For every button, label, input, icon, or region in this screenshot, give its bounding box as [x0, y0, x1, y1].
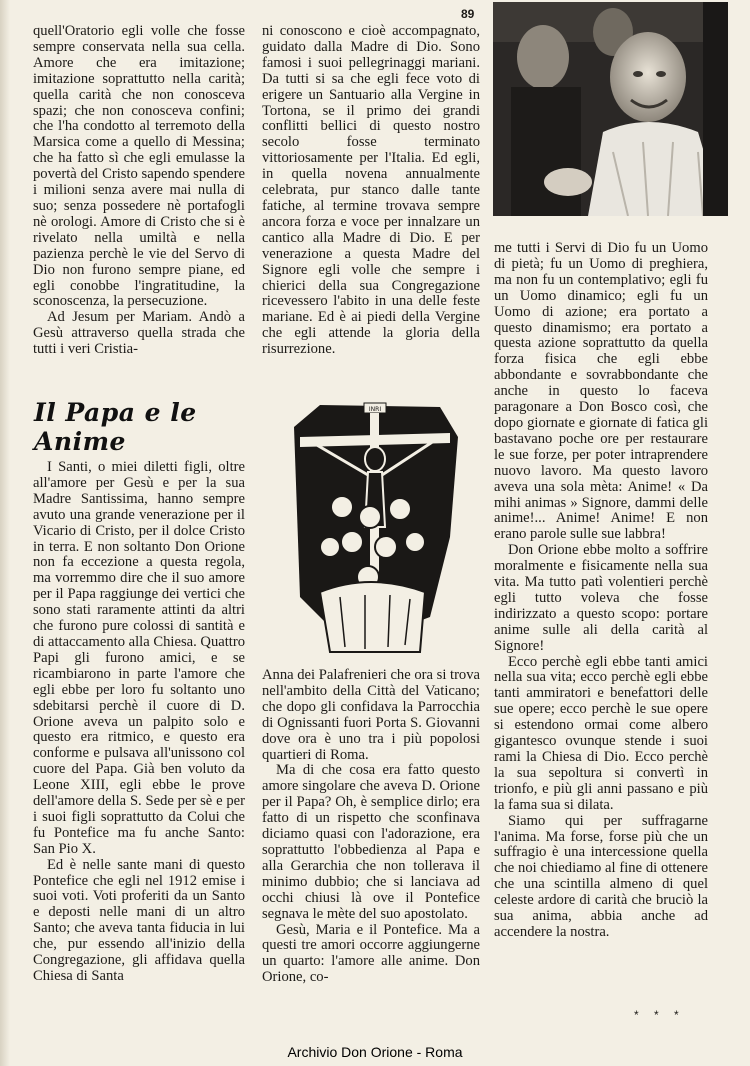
column-3	[494, 241, 708, 941]
column-2-bottom	[262, 668, 480, 986]
paragraph: Anna dei Palafrenieri che ora si trova nell'ambito della Città del Vaticano; che dopo gli confidava la Parrocchia di Ognissanti fuori Porta S. Giovanni dove ora è uno tra i più popolosi quartieri di Roma.	[262, 667, 481, 763]
paragraph: me tutti i Servi di Dio fu un Uomo di pietà; fu un Uomo di preghiera, ma non fu un contemplativo; egli fu un Uomo dinamico; egli fu un Uomo di azione; era portato a questo dinamismo; era portato a questa azione soprattutto da quella forza fisica che egli ebbe abbondante e sovrabbondante che anche in questo lo faceva paragonare a Don Bosco così, che dopo giornate e giornate di fatica gli bastavano poche ore per restaurare le sue forze, per poter intraprendere nuovo lavoro. Ma questo lavoro aveva una sola mèta: Anime! « Da mihi animas » Signore, dammi delle anime!... Anime! Anime! E non erano parole sulle sue labbra!	[494, 240, 708, 543]
paragraph: Ma di che cosa era fatto questo amore singolare che aveva D. Orione per il Papa? Oh, è semplice dirlo; era fatto di un rispetto che sconfinava diciamo quasi con l'adorazione, era soprattutto l'obbedienza al Papa e alla Gerarchia che non tollerava il minimo dubbio; che si lanciava ad occhi chiusi là ove il Pontefice segnava le mète del suo apostolato.	[262, 762, 480, 922]
paragraph: I Santi, o miei diletti figli, oltre all'amore per Gesù e per la sua Madre Santissima, hanno sempre avuto una grande venerazione per il Vicario di Cristo, per il dolce Cristo in terra. E non soltanto Don Orione non fa eccezione a questa regola, ma vorremmo dire che il suo amore per il Papa raggiunge dei vertici che sono stati raramente attinti da altri che furono pure colossi di santità e di attaccamento alla Chiesa. Quattro Papi gli furono amici, e se ricambiarono in parte l'amore che egli ebbe per loro fu soltanto uno sdebitarsi perchè il cuore di D. Orione aveva un palpito solo e questo era ritmico, e questo era conforme e pulsava all'unissono col cuore del Papa. Già ben voluto da Leone XIII, egli ebbe le prove dell'amore della S. Sede per sè e per i suoi figli soprattutto da Colui che fu Pontefice ma fu anche Santo: San Pio X.	[33, 459, 245, 857]
page-number: 89	[461, 7, 475, 21]
paragraph: ni conoscono e cioè accompagnato, guidato dalla Madre di Dio. Sono famosi i suoi pellegrinaggi mariani. Da tutti si sa che egli fece voto di erigere un Santuario alla Vergine in Tortona, se il primo dei grandi conflitti bellici di questo nostro secolo fosse terminato vittoriosamente per l'Italia. Ed egli, in quella novena annualmente celebrata, pur stanco dalle tante fatiche, al termine trovava sempre ancora forza e voce per innalzare un cantico alla Madre di Dio. E per venerazione a questa Madre del Signore egli volle che sempre i chierici della sua Congregazione ricevessero l'abito in una delle feste mariane. Ed è ai piedi della Vergine che egli attende la gloria della risurrezione.	[262, 23, 480, 358]
page-edge	[0, 0, 10, 1066]
inri-sign: INRI	[368, 406, 382, 413]
column-1-top	[33, 24, 245, 358]
photo-don-orione	[493, 2, 728, 216]
paragraph: Don Orione ebbe molto a soffrire moralmente e fisicamente nella sua vita. Ma tutto patì volentieri perchè egli tutto voleva che fosse indirizzato a questo scopo: portare anime sulle ali della carità al Signore!	[494, 542, 708, 654]
crucifix-illustration	[290, 397, 462, 665]
paragraph: Siamo qui per suffragarne l'anima. Ma forse, forse più che un suffragio è una intercessione quella che noi chiediamo al fine di ottenere che una scintilla almeno di quel celeste ardore di carità che bruciò la sua anima, abbia anche ad accendere la nostra.	[494, 812, 708, 940]
paragraph: Ad Jesum per Mariam. Andò a Gesù attraverso quella strada che tutti i veri Cristia-	[33, 309, 245, 358]
paragraph: quell'Oratorio egli volle che fosse sempre conservata nella sua cella. Amore che era imitazione; imitazione soprattutto nella carità; quella carità che non conosceva spazi; che non conosceva confini; che l'ha condotto al terremoto della Marsica come a quello di Messina; che ha fatto sì che egli emulasse la povertà del Cristo sapendo spendere i milioni senza avere mai nulla di suo; senza possedere nè portafogli nè orologi. Amore di Cristo che si è rivelato nella umiltà e nella pazienza perchè le vie del Servo di Dio non furono sempre piane, ed egli conobbe l'ingratitudine, la sconoscenza, la persecuzione.	[33, 23, 245, 310]
archive-footer: Archivio Don Orione - Roma	[287, 1044, 463, 1060]
section-title: Il Papa e le Anime	[34, 398, 197, 456]
column-1-bottom	[33, 460, 245, 985]
end-ornament: * * *	[634, 1008, 685, 1022]
paragraph: Ecco perchè egli ebbe tanti amici nella sua vita; ecco perchè egli ebbe tanti ammiratori e benefattori delle sue opere; ecco perchè le sue opere si estendono ormai come albero gigantesco ovunque stende i suoi rami la Chiesa di Dio. Ecco perchè la sua sepoltura si convertì in trionfo, e più gli anni passano e più la fama sua si dilata.	[494, 653, 708, 813]
column-2-top	[262, 24, 480, 358]
paragraph: Ed è nelle sante mani di questo Pontefice che egli nel 1912 emise i suoi voti. Voti proferiti da un Santo e deposti nelle mani di un altro Santo; che aveva tanta fiducia in lui che, pur essendo all'inizio della Congregazione, gli affidava quella Chiesa di Santa	[33, 856, 245, 984]
paragraph: Gesù, Maria e il Pontefice. Ma a questi tre amori occorre aggiungerne un quarto: l'amore alle anime. Don Orione, co-	[262, 921, 480, 986]
